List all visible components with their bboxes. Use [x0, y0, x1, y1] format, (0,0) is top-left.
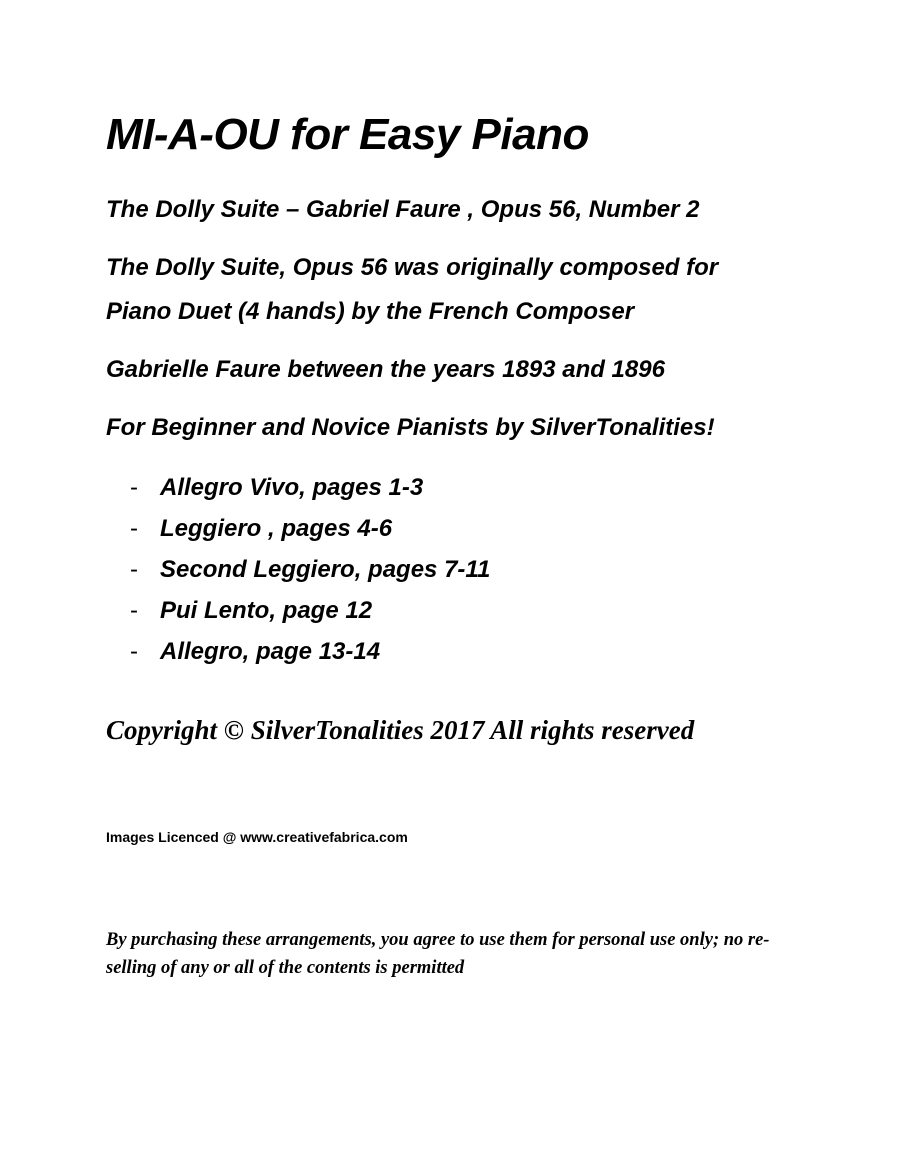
subtitle: The Dolly Suite – Gabriel Faure , Opus 56, Number 2: [106, 196, 700, 223]
contents-item-label: Second Leggiero, pages 7-11: [160, 556, 491, 583]
list-dash: -: [130, 597, 138, 624]
contents-list: [130, 474, 490, 679]
image-licence: Images Licenced @ www.creativefabrica.com: [106, 829, 408, 845]
list-dash: -: [130, 638, 138, 665]
usage-disclaimer: By purchasing these arrangements, you agree to use them for personal use only; no re-selling of any or all of the contents is permitted: [106, 930, 770, 978]
contents-item-label: Allegro, page 13-14: [160, 638, 381, 665]
contents-item-label: Allegro Vivo, pages 1-3: [160, 474, 424, 501]
description-line-1: The Dolly Suite, Opus 56 was originally composed for: [106, 254, 719, 281]
copyright-notice: Copyright © SilverTonalities 2017 All rights reserved: [106, 715, 695, 745]
document-title: MI-A-OU for Easy Piano: [106, 110, 589, 159]
contents-item-label: Pui Lento, page 12: [160, 597, 373, 624]
contents-item: [130, 597, 490, 638]
audience-line: For Beginner and Novice Pianists by SilverTonalities!: [106, 414, 715, 441]
contents-item-label: Leggiero , pages 4-6: [160, 515, 393, 542]
description-line-3: Gabrielle Faure between the years 1893 and 1896: [106, 356, 665, 383]
contents-item: [130, 638, 490, 679]
contents-item: [130, 474, 490, 515]
contents-item: [130, 515, 490, 556]
list-dash: -: [130, 556, 138, 583]
description-line-2: Piano Duet (4 hands) by the French Composer: [106, 298, 635, 325]
list-dash: -: [130, 474, 138, 501]
contents-item: [130, 556, 490, 597]
list-dash: -: [130, 515, 138, 542]
